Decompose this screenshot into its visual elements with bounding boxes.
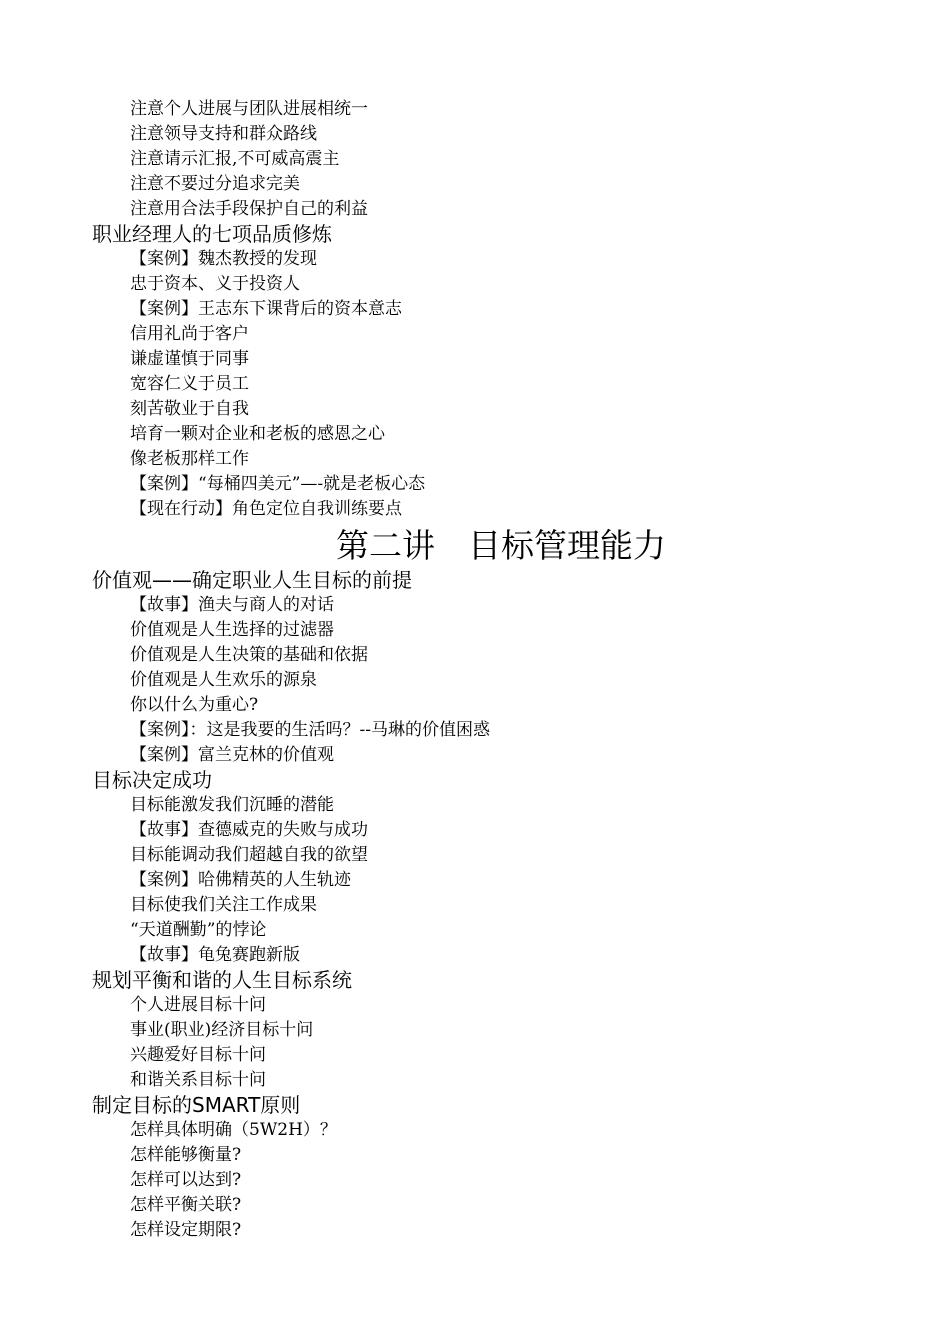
- section-heading: 价值观——确定职业人生目标的前提: [92, 568, 412, 592]
- lecture-title: 第二讲 目标管理能力: [336, 526, 666, 565]
- outline-item: 怎样可以达到?: [130, 1170, 242, 1190]
- outline-item: 【现在行动】角色定位自我训练要点: [130, 499, 402, 519]
- outline-item: 价值观是人生决策的基础和依据: [130, 645, 368, 665]
- outline-item: 培育一颗对企业和老板的感恩之心: [130, 424, 385, 444]
- outline-item: 怎样平衡关联?: [130, 1195, 242, 1215]
- section-heading: 职业经理人的七项品质修炼: [92, 222, 332, 246]
- outline-item: 价值观是人生选择的过滤器: [130, 620, 334, 640]
- outline-item: 【案例】富兰克林的价值观: [130, 745, 334, 765]
- outline-item: 和谐关系目标十问: [130, 1070, 266, 1090]
- document-page: [0, 97, 950, 1243]
- outline-item: 注意不要过分追求完美: [130, 174, 300, 194]
- outline-item: 怎样具体明确（5W2H）？: [130, 1120, 337, 1140]
- outline-item: 【案例】哈佛精英的人生轨迹: [130, 870, 351, 890]
- section-heading: 目标决定成功: [92, 768, 212, 792]
- outline-item: “天道酬勤”的悖论: [130, 920, 267, 940]
- outline-item: 怎样设定期限?: [130, 1220, 242, 1240]
- outline-item: 【故事】查德威克的失败与成功: [130, 820, 368, 840]
- outline-item: 忠于资本、义于投资人: [130, 274, 300, 294]
- outline-item: 目标能调动我们超越自我的欲望: [130, 845, 368, 865]
- outline-item: 刻苦敬业于自我: [130, 399, 249, 419]
- outline-item: 兴趣爱好目标十问: [130, 1045, 266, 1065]
- section-heading: 制定目标的SMART原则: [92, 1093, 301, 1117]
- outline-item: 注意领导支持和群众路线: [130, 124, 317, 144]
- outline-item: 谦虚谨慎于同事: [130, 349, 249, 369]
- outline-item: 怎样能够衡量?: [130, 1145, 242, 1165]
- outline-item: 价值观是人生欢乐的源泉: [130, 670, 317, 690]
- outline-item: 【案例】：这是我要的生活吗？--马琳的价值困惑: [130, 720, 490, 740]
- outline-item: 目标能激发我们沉睡的潜能: [130, 795, 334, 815]
- outline-item: 注意个人进展与团队进展相统一: [130, 99, 368, 119]
- outline-item: 【故事】龟兔赛跑新版: [130, 945, 300, 965]
- outline-item: 你以什么为重心?: [130, 695, 259, 715]
- outline-item: 注意请示汇报,不可威高震主: [130, 149, 340, 169]
- outline-item: 【案例】王志东下课背后的资本意志: [130, 299, 402, 319]
- outline-item: 目标使我们关注工作成果: [130, 895, 317, 915]
- section-heading: 规划平衡和谐的人生目标系统: [92, 968, 352, 992]
- outline-item: 【案例】魏杰教授的发现: [130, 249, 317, 269]
- outline-item: 【故事】渔夫与商人的对话: [130, 595, 334, 615]
- outline-item: 注意用合法手段保护自己的利益: [130, 199, 368, 219]
- outline-item: 【案例】“每桶四美元”—-就是老板心态: [130, 474, 426, 494]
- outline-item: 像老板那样工作: [130, 449, 249, 469]
- outline-item: 宽容仁义于员工: [130, 374, 249, 394]
- outline-item: 事业(职业)经济目标十问: [130, 1020, 314, 1040]
- outline-item: 个人进展目标十问: [130, 995, 266, 1015]
- outline-item: 信用礼尚于客户: [130, 324, 249, 344]
